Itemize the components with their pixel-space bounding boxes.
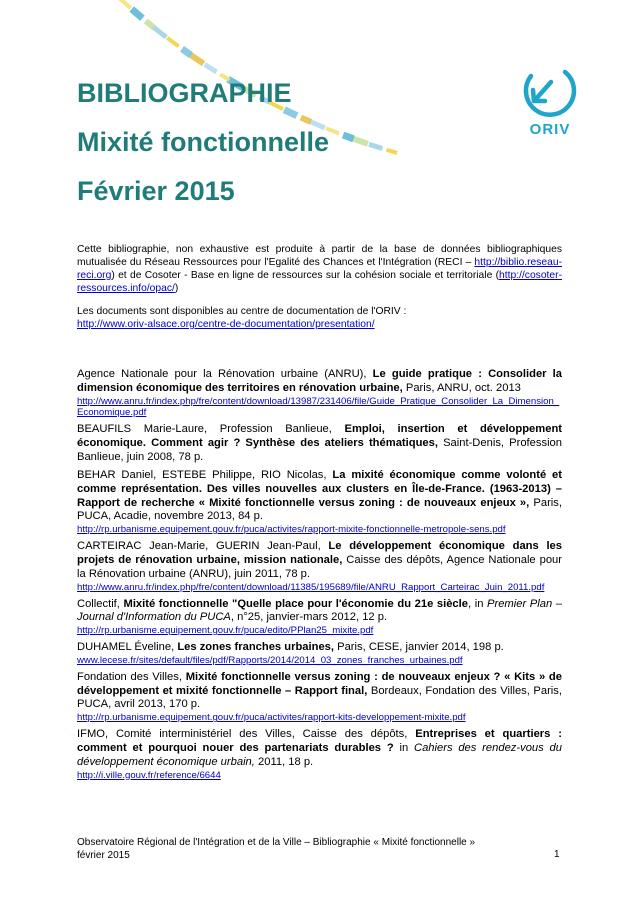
arc-dash (343, 135, 353, 139)
entry-link[interactable]: http://rp.urbanisme.equipement.gouv.fr/puca/activites/rapport-kits-developpement-mixite.pdf (77, 712, 466, 724)
arc-dash (205, 64, 217, 72)
arc-dash (190, 54, 204, 64)
list-item (77, 671, 562, 724)
entry-journal: Premier Plan – Journal d'Information du PUCA (77, 597, 562, 624)
documentation-link[interactable]: http://www.oriv-alsace.org/centre-de-documentation/presentation/ (77, 319, 375, 330)
cosoter-link[interactable]: http://cosoter-ressources.info/opac/ (77, 270, 562, 294)
entry-link[interactable]: http://rp.urbanisme.equipement.gouv.fr/puca/edito/PPlan25_mixite.pdf (77, 625, 374, 637)
intro-text: ) et de Cosoter - Base en ligne de ressources sur la cohésion sociale et territoriale ( (111, 270, 500, 281)
page-date: Février 2015 (77, 176, 235, 206)
list-item (77, 641, 562, 666)
entry-publication: 2011, 18 p. (254, 755, 314, 768)
availability-text: Les documents sont disponibles au centre de documentation de l'ORIV : (77, 306, 407, 317)
intro-paragraph (77, 243, 562, 295)
page-number: 1 (554, 849, 560, 860)
entry-connector: in (393, 742, 414, 755)
arc-dash (369, 144, 382, 148)
arc-dash (301, 118, 311, 122)
intro-text: Cette bibliographie, non exhaustive est produite à partir de la base de données bibliographiques mutualisée du Réseau Ressources pour l'Egalité des Chances et l'Intégration (RECI – (77, 244, 562, 268)
entry-link[interactable]: http://rp.urbanisme.equipement.gouv.fr/puca/activites/rapport-mixite-fonctionnelle-metropole-sens.pdf (77, 524, 506, 536)
entry-author: DUHAMEL Éveline, (77, 641, 178, 654)
footer-date: février 2015 (77, 850, 130, 861)
list-item (77, 423, 562, 464)
page-title: BIBLIOGRAPHIE (77, 78, 292, 108)
entry-publication: Caisse des dépôts, Agence Nationale pour la Rénovation urbaine (ANRU), juin 2011, 78 p. (77, 553, 562, 580)
entry-author: CARTEIRAC Jean-Marie, GUERIN Jean-Paul, (77, 540, 329, 553)
bibliography-list (77, 368, 562, 786)
entry-link[interactable]: http://www.anru.fr/index.php/fre/content/download/11385/195689/file/ANRU_Rapport_Carteirac_Juin_2011.pdf (77, 581, 545, 593)
reci-link[interactable]: http://biblio.reseau-reci.org (77, 257, 562, 281)
entry-title: Emploi, insertion et développement économique. Comment agir ? Synthèse des ateliers thématiques, (77, 423, 563, 449)
intro-text: ) (174, 283, 179, 294)
entry-author: IFMO, Comité interministériel des Villes, Caisse des dépôts, (77, 728, 416, 741)
entry-author: BEAUFILS Marie-Laure, Profession Banlieue, (77, 423, 345, 436)
arc-dash (284, 110, 297, 116)
footer-line: Observatoire Régional de l'Intégration et de la Ville – Bibliographie « Mixité fonctionnelle » (77, 837, 476, 848)
arc-dash (146, 21, 155, 28)
arc-dash (167, 38, 178, 46)
entry-title: Mixité fonctionnelle versus zoning : de nouveaux enjeux ? « Kits » de développement et mixité fonctionnelle – Rapport final, (77, 670, 562, 697)
entry-author: Collectif, (77, 597, 124, 610)
page-subtitle: Mixité fonctionnelle (77, 127, 330, 157)
entry-title: Entreprises et quartiers : comment et pourquoi nouer des partenariats durables ? (77, 728, 562, 755)
entry-title: Le guide pratique : Consolider la dimension économique des territoires en rénovation urbaine, (77, 368, 563, 394)
list-item (77, 368, 562, 419)
list-item (77, 540, 562, 593)
arc-dash (182, 49, 191, 55)
entry-title: Les zones franches urbaines, (177, 641, 334, 654)
entry-connector: , in (468, 597, 488, 610)
entry-title: La mixité économique comme volonté et comme représentation. Des villes nouvelles aux clusters en Île-de-France. (1963-2013) – Rapport de recherche « Mixité fonctionnelle versus zoning : de nouveaux enjeux », (77, 468, 562, 509)
entry-journal: Cahiers des rendez-vous du développement économique urbain, (77, 742, 562, 768)
entry-title: Mixité fonctionnelle "Quelle place pour l'économie du 21e siècle (123, 597, 468, 610)
entry-link[interactable]: http://www.anru.fr/index.php/fre/content/download/13987/231406/file/Guide_Pratique_Consolider_La_Dimension_Economique.pdf (77, 395, 560, 419)
list-item (77, 728, 562, 781)
entry-author: Agence Nationale pour la Rénovation urbaine (ANRU), (77, 368, 373, 380)
entry-publication: , n°25, janvier-mars 2012, 12 p. (230, 611, 388, 624)
page-footer (77, 836, 562, 862)
availability-paragraph (77, 305, 562, 331)
arc-dash (132, 9, 143, 18)
arc-dash (352, 138, 368, 144)
logo-text: ORIV (529, 121, 571, 138)
entry-publication: Paris, CESE, janvier 2014, 198 p. (334, 641, 504, 654)
entry-publication: Paris, PUCA, Acadie, novembre 2013, 84 p. (77, 496, 562, 523)
list-item (77, 469, 562, 536)
arc-dash (153, 27, 167, 38)
entry-author: BEHAR Daniel, ESTEBE Philippe, RIO Nicolas, (77, 468, 333, 481)
entry-publication: Saint-Denis, Profession Banlieue, juin 2008, 78 p. (77, 436, 562, 463)
entry-publication: Bordeaux, Fondation des Villes, Paris, PUCA, avril 2013, 170 p. (77, 684, 562, 711)
entry-link[interactable]: http://i.ville.gouv.fr/reference/6644 (77, 769, 221, 781)
arc-dash (118, 0, 131, 8)
entry-publication: Paris, ANRU, oct. 2013 (402, 381, 521, 394)
arc-dash (387, 150, 398, 153)
entry-link[interactable]: www.lecese.fr/sites/default/files/pdf/Rapports/2014/2014_03_zones_franches_urbaines.pdf (77, 654, 463, 666)
list-item (77, 598, 562, 637)
entry-title: Le développement économique dans les projets de rénovation urbaine, mission nationale, (77, 540, 562, 566)
entry-author: Fondation des Villes, (77, 670, 186, 683)
